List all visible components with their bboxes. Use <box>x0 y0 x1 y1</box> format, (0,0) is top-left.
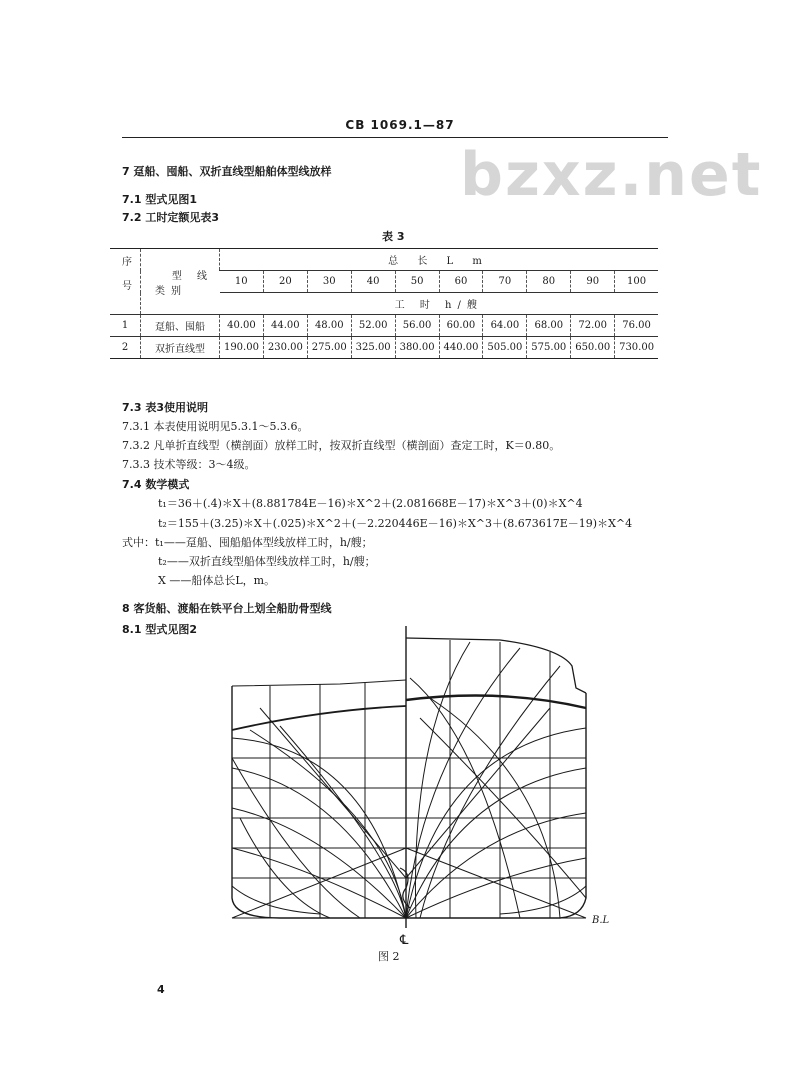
cell: 76.00 <box>615 315 658 337</box>
section-7-2: 7.2 工时定额见表3 <box>122 211 219 224</box>
length-value: 10 <box>220 271 264 293</box>
col-type-header: 型 线 类别 <box>141 249 220 315</box>
cell: 505.00 <box>483 337 527 359</box>
col-index-header: 序号 <box>110 249 141 315</box>
label-baseline: B.L <box>592 915 610 926</box>
section-7-3-1: 7.3.1 本表使用说明见5.3.1～5.3.6。 <box>122 420 309 433</box>
length-value: 90 <box>571 271 615 293</box>
cell: 52.00 <box>351 315 395 337</box>
where-line-2: t₂——双折直线型船体型线放样工时，h/艘； <box>158 555 376 568</box>
page-number: 4 <box>157 983 165 996</box>
cell: 730.00 <box>615 337 658 359</box>
section-7-3-title: 7.3 表3使用说明 <box>122 401 208 414</box>
cell: 440.00 <box>439 337 483 359</box>
table-3 <box>110 248 658 359</box>
section-7-1: 7.1 型式见图1 <box>122 193 197 206</box>
table-row <box>110 315 658 337</box>
cell: 60.00 <box>439 315 483 337</box>
row-type: 双折直线型 <box>141 337 220 359</box>
table-caption: 表 3 <box>382 230 405 243</box>
header-rule <box>122 137 668 138</box>
length-value: 100 <box>615 271 658 293</box>
figure-2-body-plan <box>220 618 620 948</box>
cell: 72.00 <box>571 315 615 337</box>
label-centerline: ℄ <box>400 933 409 948</box>
section-7-3-3: 7.3.3 技术等级：3～4级。 <box>122 458 256 471</box>
row-no: 1 <box>110 315 141 337</box>
cell: 325.00 <box>351 337 395 359</box>
row-no: 2 <box>110 337 141 359</box>
watermark: bzxz.net <box>460 140 763 210</box>
length-value: 60 <box>439 271 483 293</box>
cell: 230.00 <box>263 337 307 359</box>
length-value: 80 <box>527 271 571 293</box>
where-line-1: 式中：t₁——趸船、囤船船体型线放样工时，h/艘； <box>122 536 373 549</box>
formula-t2: t₂＝155＋(3.25)＊X＋(.025)＊X^2＋(－2.220446E－16)＊X^3＋(8.673617E－19)＊X^4 <box>158 517 633 530</box>
table-row <box>110 337 658 359</box>
cell: 48.00 <box>307 315 351 337</box>
section-7-title: 7 趸船、囤船、双折直线型船舶体型线放样 <box>122 165 332 178</box>
figure-caption: 图 2 <box>378 950 400 963</box>
document-code: CB 1069.1—87 <box>345 118 455 132</box>
length-value: 30 <box>307 271 351 293</box>
cell: 650.00 <box>571 337 615 359</box>
section-8-1: 8.1 型式见图2 <box>122 623 197 636</box>
where-line-3: X ——船体总长L，m。 <box>158 574 276 587</box>
length-header: 总 长 L m <box>220 249 659 271</box>
length-value: 70 <box>483 271 527 293</box>
row-type: 趸船、囤船 <box>141 315 220 337</box>
unit-header: 工 时 h/艘 <box>220 293 659 315</box>
cell: 56.00 <box>395 315 439 337</box>
cell: 275.00 <box>307 337 351 359</box>
formula-t1: t₁＝36＋(.4)＊X＋(8.881784E－16)＊X^2＋(2.081668E－17)＊X^3＋(0)＊X^4 <box>158 497 583 510</box>
cell: 40.00 <box>220 315 264 337</box>
section-7-4-title: 7.4 数学模式 <box>122 478 190 491</box>
cell: 68.00 <box>527 315 571 337</box>
section-7-3-2: 7.3.2 凡单折直线型（横剖面）放样工时，按双折直线型（横剖面）查定工时，K＝0.80。 <box>122 439 561 452</box>
cell: 575.00 <box>527 337 571 359</box>
cell: 380.00 <box>395 337 439 359</box>
length-value: 20 <box>263 271 307 293</box>
section-8-title: 8 客货船、渡船在铁平台上划全船肋骨型线 <box>122 602 332 615</box>
length-value: 50 <box>395 271 439 293</box>
cell: 64.00 <box>483 315 527 337</box>
length-value: 40 <box>351 271 395 293</box>
cell: 44.00 <box>263 315 307 337</box>
cell: 190.00 <box>220 337 264 359</box>
